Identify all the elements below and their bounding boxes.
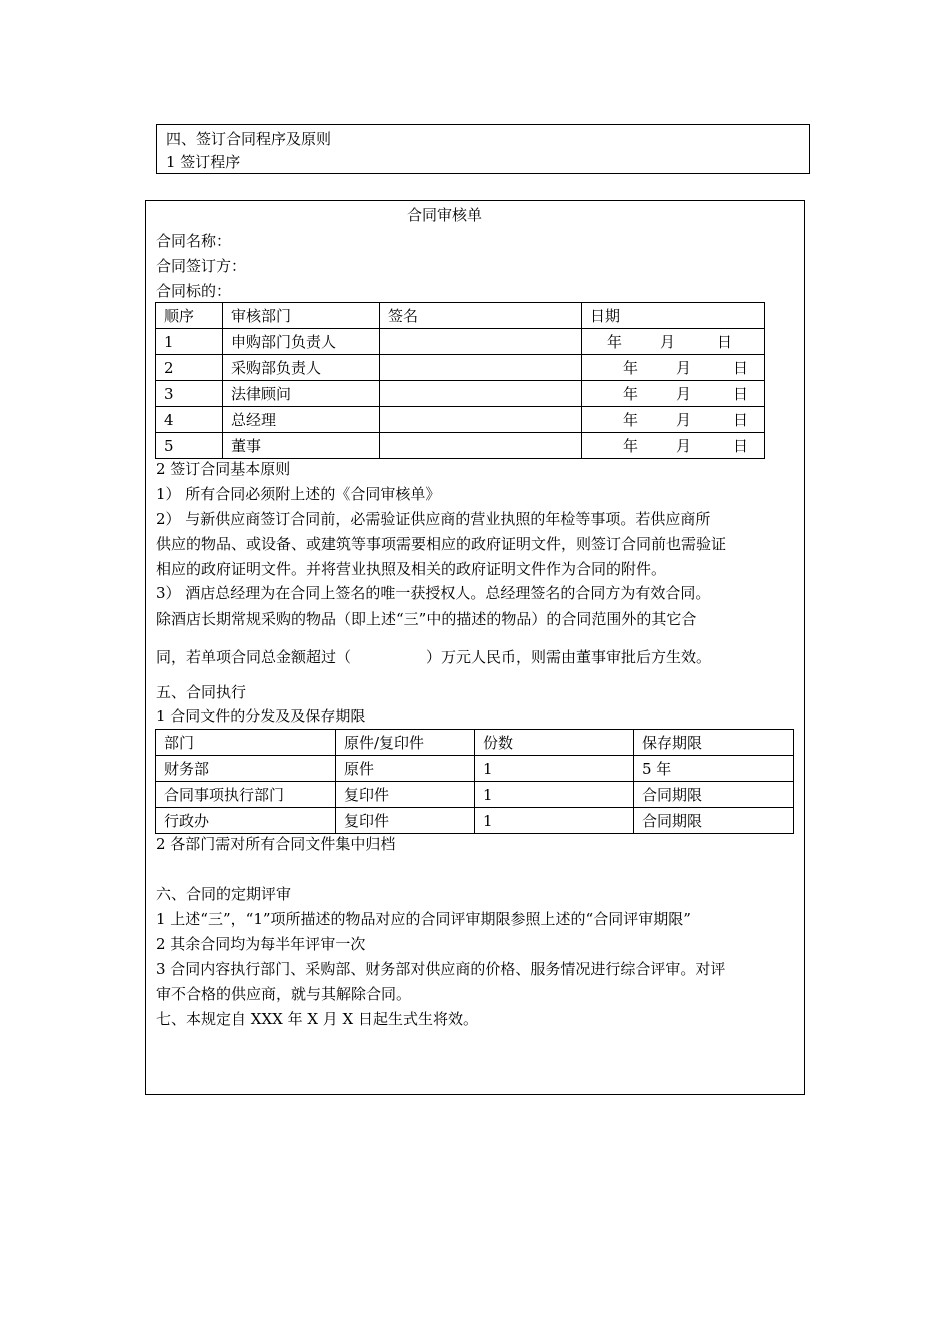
cell-dept: 合同事项执行部门 xyxy=(156,782,336,808)
row-date[interactable] xyxy=(582,381,765,407)
cell-type: 复印件 xyxy=(336,782,475,808)
distribution-table xyxy=(155,729,794,834)
date-year: 年 xyxy=(623,358,639,377)
table-row xyxy=(156,355,765,381)
principles-title: 2 签订合同基本原则 xyxy=(156,460,291,478)
date-year: 年 xyxy=(623,384,639,403)
header-sign: 签名 xyxy=(380,303,582,329)
table-row xyxy=(156,407,765,433)
date-day: 日 xyxy=(733,358,749,377)
date-month: 月 xyxy=(660,332,676,351)
row-dept: 申购部门负责人 xyxy=(223,329,380,355)
distribution-heading: 1 合同文件的分发及及保存期限 xyxy=(156,707,366,725)
review-item-2: 2 其余合同均为每半年评审一次 xyxy=(156,935,366,953)
row-date[interactable] xyxy=(582,407,765,433)
principle-4-line1: 除酒店长期常规采购的物品（即上述“三”中的描述的物品）的合同范围外的其它合 xyxy=(156,610,697,628)
contract-name-label: 合同名称： xyxy=(156,232,232,250)
archive-note: 2 各部门需对所有合同文件集中归档 xyxy=(156,835,396,853)
row-sign[interactable] xyxy=(380,407,582,433)
table-row xyxy=(156,433,765,459)
row-seq: 3 xyxy=(156,381,223,407)
cell-dept: 行政办 xyxy=(156,808,336,834)
cell-retention: 5 年 xyxy=(634,756,794,782)
table-row xyxy=(156,808,794,834)
review-item-3-line1: 3 合同内容执行部门、采购部、财务部对供应商的价格、服务情况进行综合评审。对评 xyxy=(156,960,726,978)
date-year: 年 xyxy=(623,436,639,455)
table-row xyxy=(156,381,765,407)
date-year: 年 xyxy=(607,332,623,351)
date-day: 日 xyxy=(733,410,749,429)
row-dept: 董事 xyxy=(223,433,380,459)
signing-procedure-heading: 1 签订程序 xyxy=(166,153,241,171)
cell-type: 复印件 xyxy=(336,808,475,834)
section4-box xyxy=(156,124,810,174)
row-date[interactable] xyxy=(582,329,765,355)
date-month: 月 xyxy=(676,358,692,377)
row-dept: 总经理 xyxy=(223,407,380,433)
principle-2-line1: 2） 与新供应商签订合同前，必需验证供应商的营业执照的年检等事项。若供应商所 xyxy=(156,510,711,528)
row-seq: 4 xyxy=(156,407,223,433)
review-item-3-line2: 审不合格的供应商，就与其解除合同。 xyxy=(156,985,412,1003)
row-sign[interactable] xyxy=(380,381,582,407)
review-item-1: 1 上述“三”，“1”项所描述的物品对应的合同评审期限参照上述的“合同评审期限” xyxy=(156,910,691,928)
date-year: 年 xyxy=(623,410,639,429)
review-table-header xyxy=(156,303,765,329)
date-day: 日 xyxy=(717,332,733,351)
principle-2-line2: 供应的物品、或设备、或建筑等事项需要相应的政府证明文件，则签订合同前也需验证 xyxy=(156,535,727,553)
cell-dept: 财务部 xyxy=(156,756,336,782)
principle-4-line2: 同，若单项合同总金额超过（ ）万元人民币，则需由董事审批后方生效。 xyxy=(156,648,712,666)
review-form-title: 合同审核单 xyxy=(407,206,483,224)
date-month: 月 xyxy=(676,384,692,403)
table-row xyxy=(156,329,765,355)
table-row xyxy=(156,756,794,782)
date-month: 月 xyxy=(676,410,692,429)
header-seq: 顺序 xyxy=(156,303,223,329)
date-day: 日 xyxy=(733,384,749,403)
section6-title: 六、合同的定期评审 xyxy=(156,885,292,903)
review-table xyxy=(155,302,765,459)
cell-count: 1 xyxy=(475,782,634,808)
header-original-copy: 原件/复印件 xyxy=(336,730,475,756)
header-date: 日期 xyxy=(582,303,765,329)
row-seq: 1 xyxy=(156,329,223,355)
row-seq: 5 xyxy=(156,433,223,459)
section4-title: 四、签订合同程序及原则 xyxy=(166,130,332,148)
row-seq: 2 xyxy=(156,355,223,381)
effective-date-statement: 七、本规定自 XXX 年 X 月 X 日起生式生将效。 xyxy=(156,1010,479,1028)
row-sign[interactable] xyxy=(380,329,582,355)
contract-subject-label: 合同标的： xyxy=(156,282,232,300)
header-dept: 审核部门 xyxy=(223,303,380,329)
cell-type: 原件 xyxy=(336,756,475,782)
section5-title: 五、合同执行 xyxy=(156,683,247,701)
distribution-table-header xyxy=(156,730,794,756)
header-dept: 部门 xyxy=(156,730,336,756)
row-sign[interactable] xyxy=(380,433,582,459)
principle-1: 1） 所有合同必须附上述的《合同审核单》 xyxy=(156,485,441,503)
header-count: 份数 xyxy=(475,730,634,756)
cell-count: 1 xyxy=(475,808,634,834)
row-date[interactable] xyxy=(582,433,765,459)
cell-retention: 合同期限 xyxy=(634,782,794,808)
row-date[interactable] xyxy=(582,355,765,381)
row-dept: 法律顾问 xyxy=(223,381,380,407)
row-sign[interactable] xyxy=(380,355,582,381)
contract-party-label: 合同签订方： xyxy=(156,257,247,275)
date-day: 日 xyxy=(733,436,749,455)
row-dept: 采购部负责人 xyxy=(223,355,380,381)
principle-3: 3） 酒店总经理为在合同上签名的唯一获授权人。总经理签名的合同方为有效合同。 xyxy=(156,584,711,602)
cell-retention: 合同期限 xyxy=(634,808,794,834)
principle-2-line3: 相应的政府证明文件。并将营业执照及相关的政府证明文件作为合同的附件。 xyxy=(156,560,667,578)
table-row xyxy=(156,782,794,808)
cell-count: 1 xyxy=(475,756,634,782)
header-retention: 保存期限 xyxy=(634,730,794,756)
date-month: 月 xyxy=(676,436,692,455)
